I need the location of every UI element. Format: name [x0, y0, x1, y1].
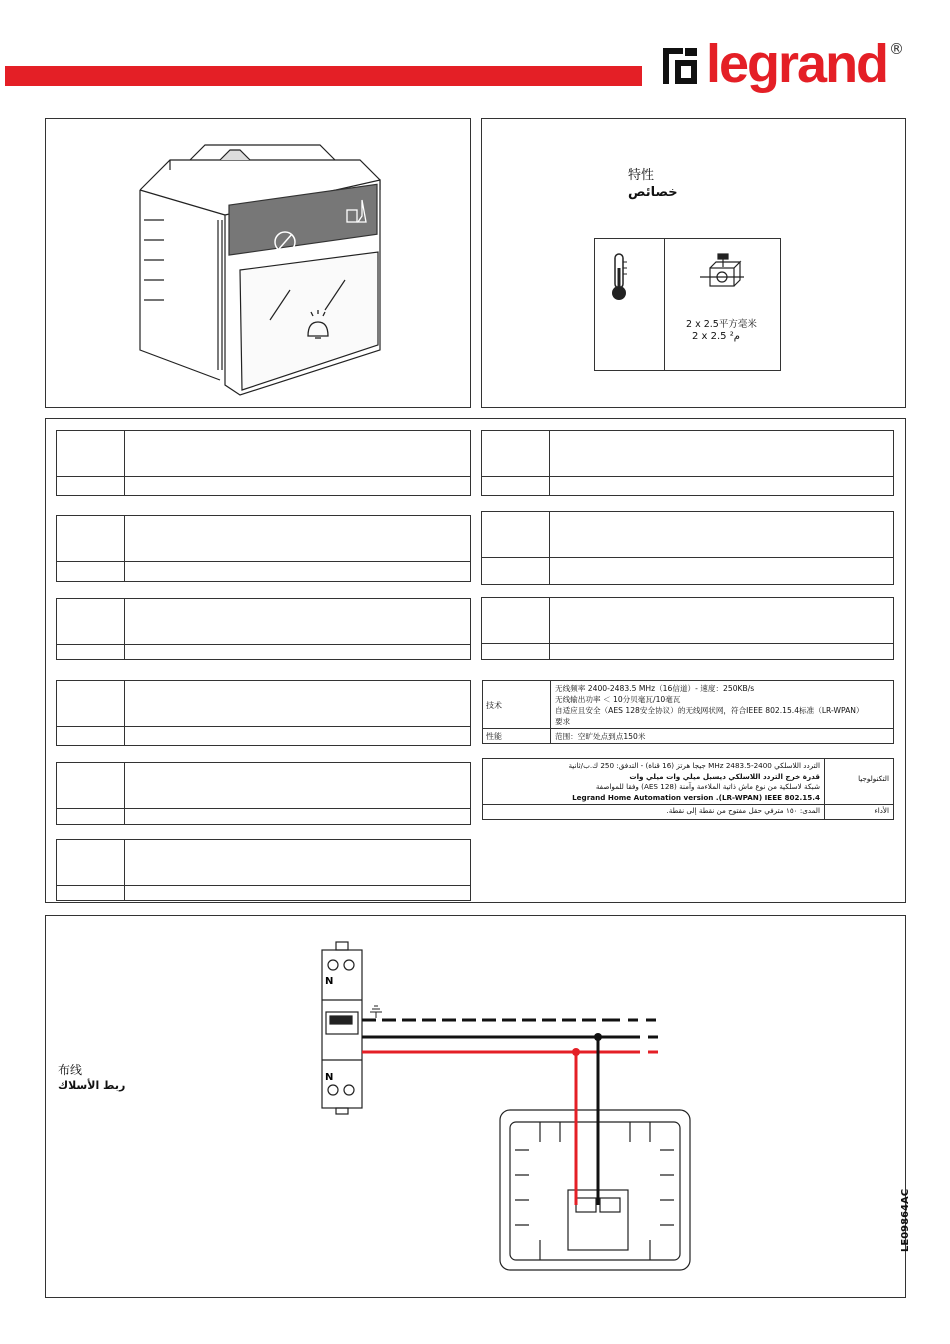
characteristics-title-cn: 特性: [628, 168, 655, 183]
circuit-breaker: [322, 942, 362, 1114]
brand-name: legrand: [706, 34, 888, 94]
spec-table-empty: [56, 598, 471, 660]
earth-icon: [370, 1006, 382, 1018]
spec-table-empty: [56, 515, 471, 582]
document-reference: LE09864AC: [900, 1188, 911, 1252]
technology-label-ar: التكنولوجيا: [825, 759, 893, 805]
legrand-logo-icon: [661, 46, 699, 86]
terminal-n-bottom: N: [325, 1072, 334, 1083]
performance-label-ar: الأداء: [874, 806, 889, 815]
registered-mark: ®: [889, 40, 904, 58]
technology-table-cn: [482, 680, 894, 744]
wiring-diagram: [310, 940, 690, 1270]
technology-table-ar: [482, 758, 894, 820]
terminal-n-top: N: [325, 976, 334, 987]
technology-label-cn: 技术: [483, 681, 551, 729]
performance-text-ar: المدى: ١٥٠ مترفي حقل مفتوح من نقطة إلى نقطة.: [483, 805, 825, 819]
header-red-bar: [5, 66, 642, 86]
spec-table-empty: [56, 762, 471, 825]
spec-table-empty: [481, 511, 894, 585]
wiring-label: [58, 1062, 125, 1094]
technology-text-ar: التردد اللاسلكي 2400-2483.5 MHz جيجا هرتز (16 قناة) - التدفق: 250 ك.ب/ثانية قدرة خرج التردد اللاسلكي ديسبل ميلي وات ميلي وات شبكة لاسلكية من نوع ماش ذاتية الملاءمة وآمنة (AES 128) وفقا للمواصفة Legrand Home Automation version .(LR-WPAN) IEEE 802.15.4: [483, 759, 825, 805]
characteristics-title: [628, 167, 678, 201]
spec-table-empty: [56, 430, 471, 496]
wire-section-ar: 2 x 2.5 م²: [692, 331, 740, 342]
spec-table-empty: [481, 597, 894, 660]
wall-mount-box: [500, 1110, 690, 1270]
screw-terminal-icon: [700, 252, 744, 296]
thermometer-icon: [608, 252, 630, 302]
performance-text-cn: 范围：空旷处点到点150米: [555, 732, 646, 741]
spec-table-empty: [481, 430, 894, 496]
characteristics-title-ar: خصائص: [628, 185, 678, 200]
wiring-label-cn: 布线: [58, 1063, 83, 1077]
performance-label-cn: 性能: [483, 729, 551, 743]
product-drawing: [130, 140, 390, 400]
technology-text-cn: 无线频率 2400-2483.5 MHz（16信道）- 速度：250KB/s 无线输出功率 ＜ 10分贝毫瓦/10毫瓦 自适应且安全（AES 128安全协议）的无线网状网，符合IEEE 802.15.4标准（LR-WPAN） 要求: [551, 681, 893, 729]
wiring-label-ar: ربط الأسلاك: [58, 1079, 126, 1092]
spec-table-empty: [56, 839, 471, 901]
spec-table-empty: [56, 680, 471, 746]
characteristics-table-divider: [664, 238, 665, 371]
wire-section-cn: 2 x 2.5平方毫米: [686, 319, 757, 330]
